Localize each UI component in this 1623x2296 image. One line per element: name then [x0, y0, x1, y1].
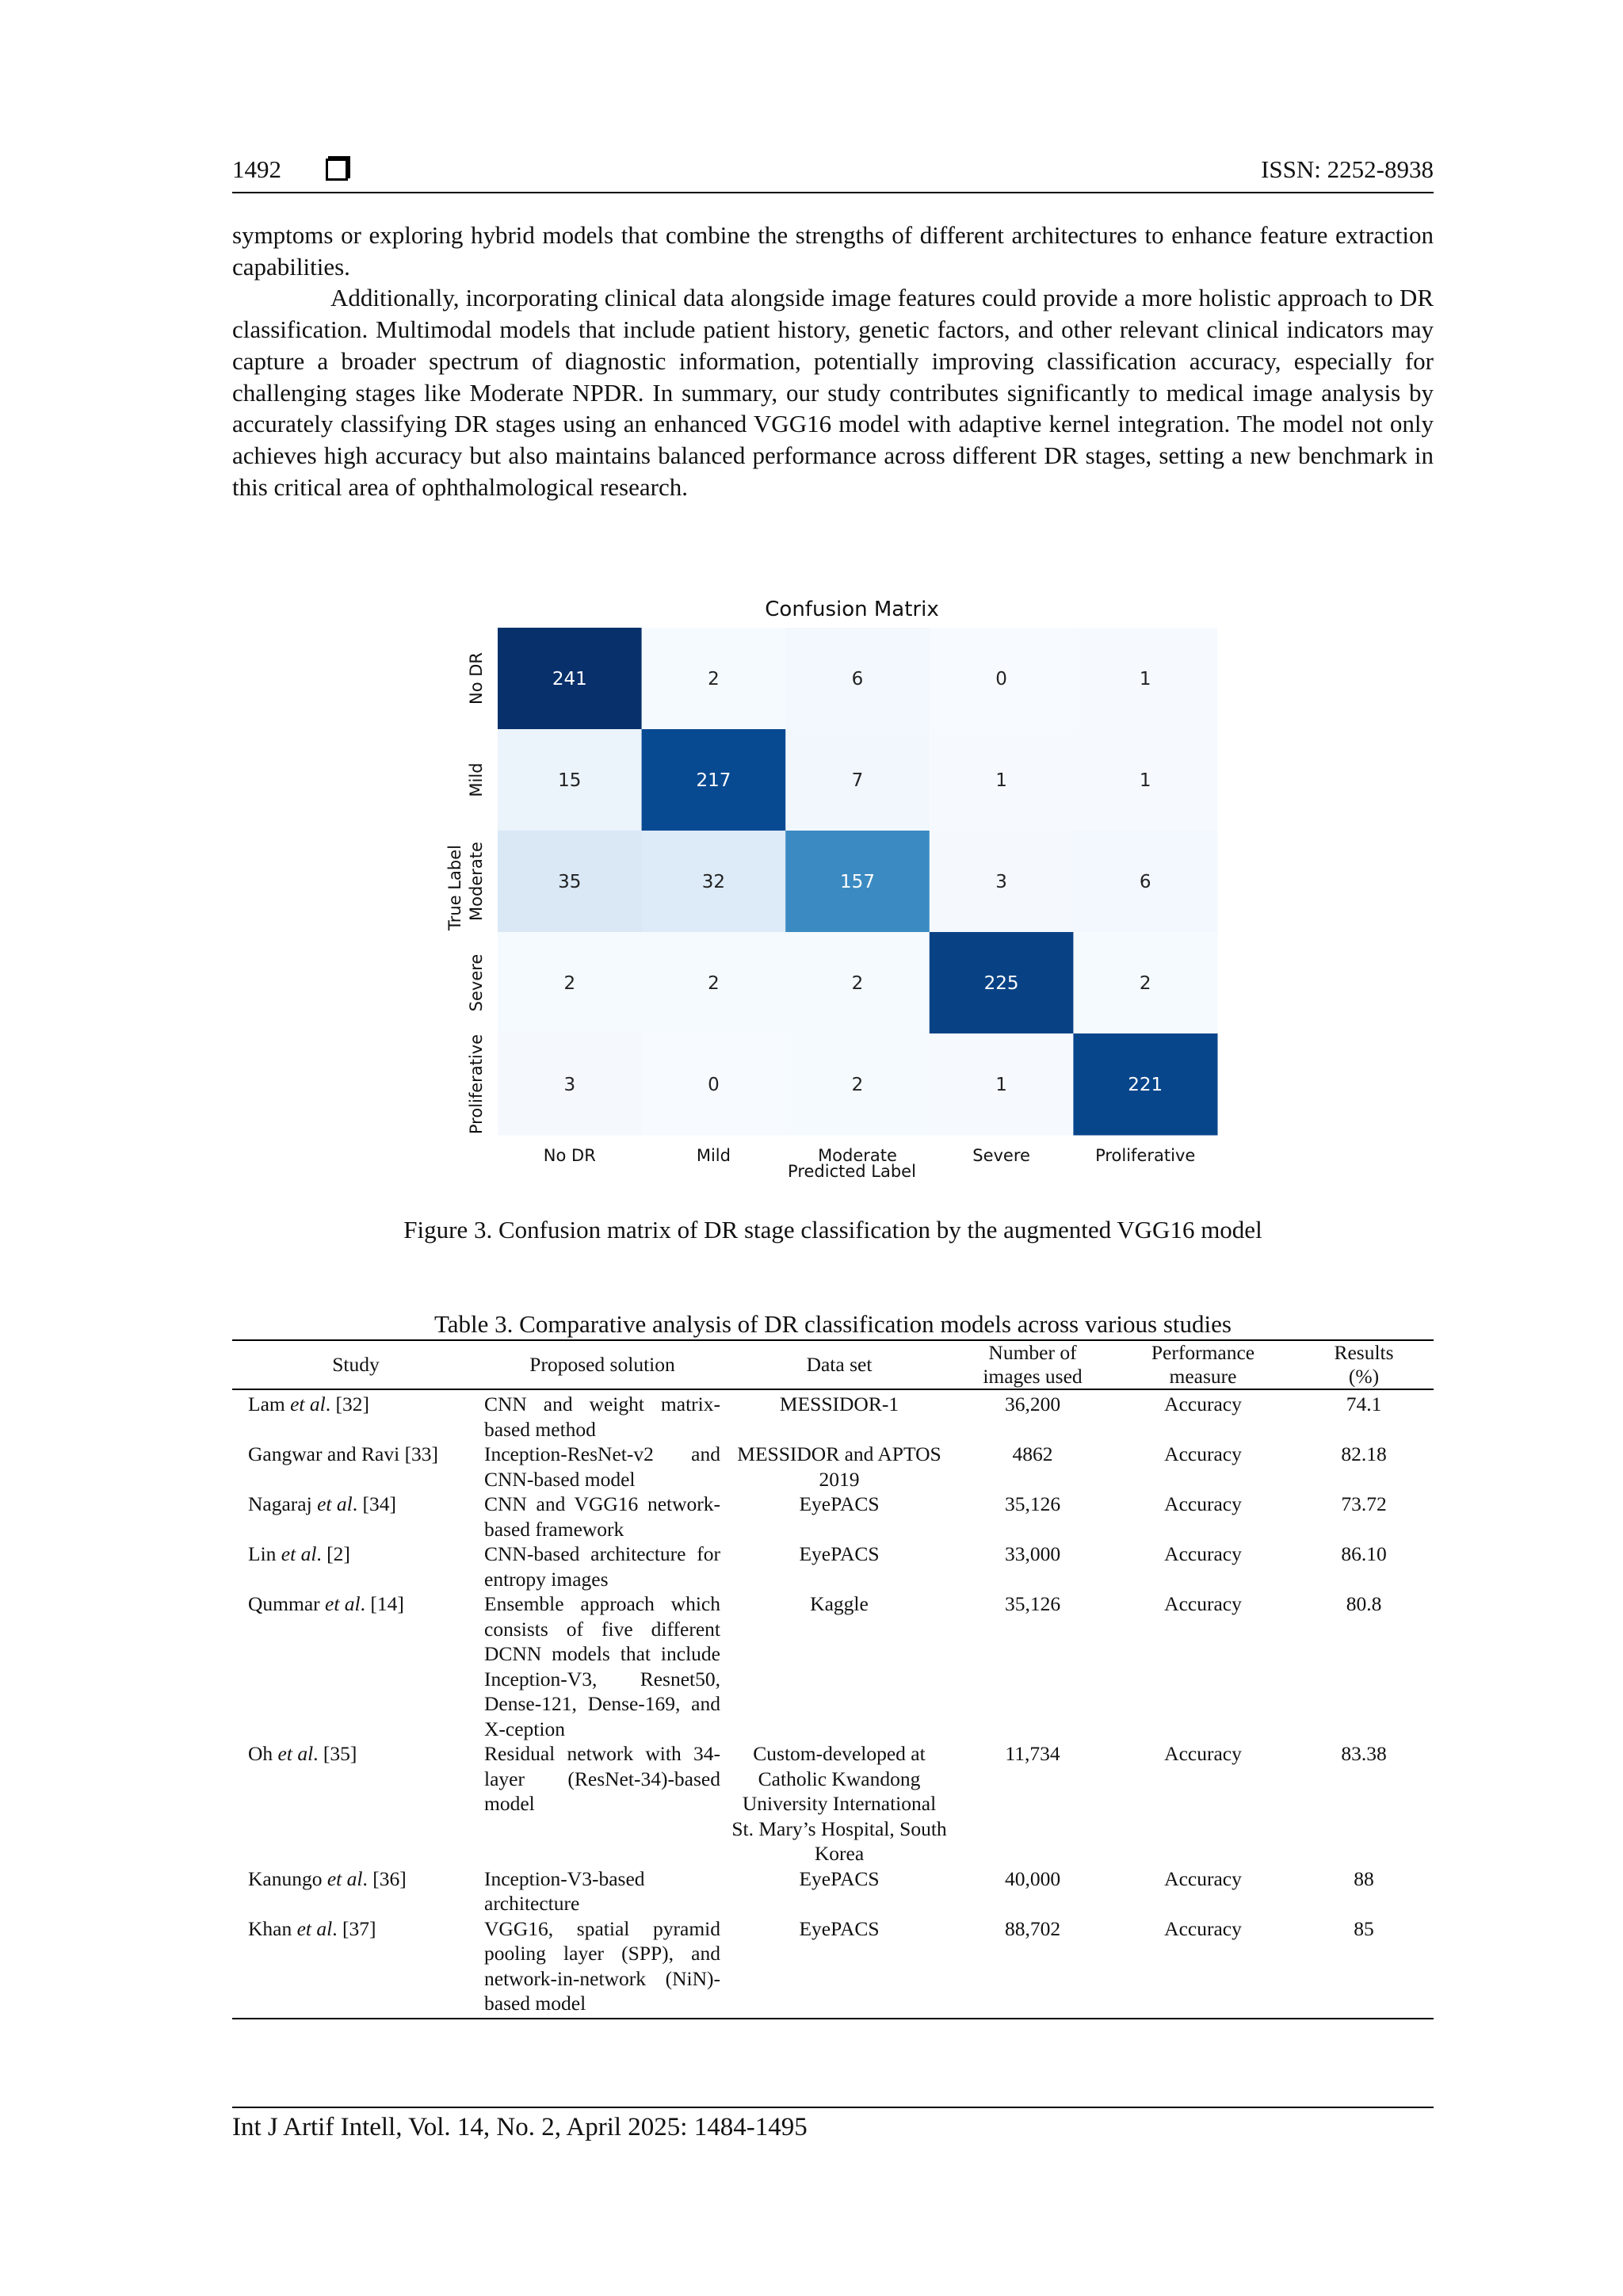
y-tick-label: Moderate [467, 842, 486, 921]
header-results: Results (%) [1294, 1340, 1434, 1389]
cell-value-label: 0 [995, 669, 1007, 690]
cell-value-label: 2 [1139, 973, 1151, 994]
cell-images: 35,126 [1004, 1492, 1061, 1515]
cell-result: 88 [1354, 1866, 1374, 1890]
cell-study: Kanungo et al. [36] [248, 1866, 407, 1890]
cell-images: 36,200 [1004, 1392, 1061, 1415]
header-measure: Performance measure [1112, 1340, 1294, 1389]
paragraph-1: symptoms or exploring hybrid models that combine the strengths of different architectures to enhance feature extraction capabilities. [232, 221, 1434, 281]
cell-measure: Accuracy [1164, 1866, 1242, 1890]
chart-title: Confusion Matrix [765, 598, 939, 621]
cell-value-label: 3 [563, 1075, 576, 1095]
cell-value-label: 2 [851, 1075, 864, 1095]
header-solution: Proposed solution [479, 1340, 725, 1389]
cell-value-label: 3 [995, 872, 1007, 892]
table-caption: Table 3. Comparative analysis of DR classification models across various studies [434, 1310, 1232, 1338]
cell-result: 82.18 [1341, 1442, 1387, 1465]
table-row [232, 1492, 1434, 1541]
cell-value-label: 2 [708, 669, 720, 690]
table-header-row [232, 1340, 1434, 1389]
cell-dataset: EyePACS [799, 1866, 880, 1890]
cell-measure: Accuracy [1164, 1592, 1242, 1615]
cell-dataset: Custom-developed at Catholic Kwandong University International St. Mary’s Hospital, South Korea [731, 1742, 947, 1865]
paragraph-2: Additionally, incorporating clinical data alongside image features could provide a more holistic approach to DR classification. Multimodal models that include patient history, genetic factors, and other relevant clinical indicators may capture a broader spectrum of diagnostic information, potentially improving classification accuracy, especially for challenging stages like Moderate NPDR. In summary, our study contributes significantly to medical image analysis by accurately classifying DR stages using an enhanced VGG16 model with adaptive kernel integration. The model not only achieves high accuracy but also maintains balanced performance across different DR stages, setting a new benchmark in this critical area of ophthalmological research. [232, 284, 1434, 501]
cell-study: Oh et al. [35] [248, 1742, 357, 1765]
cell-result: 83.38 [1341, 1742, 1387, 1765]
cell-dataset: EyePACS [799, 1542, 880, 1565]
y-tick-label: Proliferative [467, 1033, 486, 1135]
cell-measure: Accuracy [1164, 1742, 1242, 1765]
cell-result: 80.8 [1346, 1592, 1382, 1615]
cell-value-label: 221 [1128, 1075, 1163, 1095]
cell-measure: Accuracy [1164, 1916, 1242, 1940]
cell-result: 74.1 [1346, 1392, 1382, 1415]
cell-dataset: MESSIDOR and APTOS 2019 [737, 1442, 941, 1491]
cell-solution: Ensemble approach which consists of five different DCNN models that include Inception-V3, Resnet50, Dense-121, Dense-169, and X-ception [484, 1592, 720, 1740]
cell-dataset: EyePACS [799, 1916, 880, 1940]
table-row [232, 1866, 1434, 1916]
cell-value-label: 225 [983, 973, 1019, 994]
cell-value-label: 1 [995, 1075, 1007, 1095]
cell-value-label: 15 [558, 770, 582, 791]
cell-images: 40,000 [1004, 1866, 1061, 1890]
table-row [232, 1741, 1434, 1866]
cell-dataset: MESSIDOR-1 [779, 1392, 899, 1415]
cell-images: 33,000 [1004, 1542, 1061, 1565]
y-tick-label: Severe [467, 953, 486, 1012]
cell-value-label: 2 [708, 973, 720, 994]
cell-value-label: 7 [851, 770, 864, 791]
cell-result: 85 [1354, 1916, 1374, 1940]
square-box-icon [326, 159, 348, 181]
comparison-table [232, 1339, 1434, 2019]
cell-measure: Accuracy [1164, 1442, 1242, 1465]
confusion-matrix-chart [444, 590, 1244, 1193]
cell-result: 73.72 [1341, 1492, 1387, 1515]
cell-solution: Residual network with 34-layer (ResNet-34)-based model [484, 1742, 720, 1815]
cell-value-label: 157 [840, 872, 875, 892]
cell-value-label: 241 [552, 669, 587, 690]
cell-images: 88,702 [1004, 1916, 1061, 1940]
cell-study: Qummar et al. [14] [248, 1592, 404, 1615]
cell-study: Khan et al. [37] [248, 1916, 376, 1940]
cell-images: 35,126 [1004, 1592, 1061, 1615]
y-tick-label: Mild [467, 762, 486, 797]
figure-caption: Figure 3. Confusion matrix of DR stage classification by the augmented VGG16 model [403, 1216, 1262, 1244]
cell-value-label: 1 [995, 770, 1007, 791]
x-tick-label: Severe [972, 1146, 1030, 1165]
cell-value-label: 6 [851, 669, 864, 690]
cell-value-label: 6 [1139, 872, 1151, 892]
cell-measure: Accuracy [1164, 1392, 1242, 1415]
cell-study: Lin et al. [2] [248, 1542, 350, 1565]
page-footer: Int J Artif Intell, Vol. 14, No. 2, April 2025: 1484-1495 [232, 2113, 808, 2141]
cell-solution: Inception-V3-based architecture [484, 1866, 645, 1915]
x-tick-label: Mild [696, 1146, 731, 1165]
table-row [232, 1916, 1434, 2019]
table-row [232, 1541, 1434, 1591]
cell-value-label: 2 [851, 973, 864, 994]
cell-value-label: 35 [558, 872, 582, 892]
cell-solution: VGG16, spatial pyramid pooling layer (SPP), and network-in-network (NiN)-based model [484, 1916, 720, 2015]
table-row [232, 1591, 1434, 1741]
table-row [232, 1442, 1434, 1492]
cell-dataset: Kaggle [810, 1592, 869, 1615]
cell-value-label: 32 [701, 872, 726, 892]
cell-measure: Accuracy [1164, 1492, 1242, 1515]
x-tick-label: Moderate [818, 1146, 897, 1165]
cell-study: Nagaraj et al. [34] [248, 1492, 396, 1515]
table-row [232, 1389, 1434, 1442]
x-tick-label: No DR [543, 1146, 596, 1165]
cell-solution: CNN and VGG16 network-based framework [484, 1492, 720, 1541]
confusion-matrix-figure [444, 590, 1244, 1193]
header-dataset: Data set [725, 1340, 953, 1389]
x-axis-label: Predicted Label [788, 1162, 916, 1181]
cell-result: 86.10 [1341, 1542, 1387, 1565]
y-tick-label: No DR [467, 652, 486, 705]
cell-value-label: 0 [708, 1075, 720, 1095]
cell-images: 4862 [1012, 1442, 1053, 1465]
y-axis-label: True Label [445, 845, 464, 930]
cell-solution: CNN and weight matrix-based method [484, 1392, 720, 1441]
cell-solution: Inception-ResNet-v2 and CNN-based model [484, 1442, 720, 1491]
header-images: Number of images used [953, 1340, 1112, 1389]
cell-value-label: 1 [1139, 770, 1151, 791]
cell-solution: CNN-based architecture for entropy images [484, 1542, 720, 1591]
issn-label: ISSN: 2252-8938 [1261, 155, 1434, 183]
cell-dataset: EyePACS [799, 1492, 880, 1515]
cell-value-label: 1 [1139, 669, 1151, 690]
body-text [232, 220, 1434, 502]
cell-value-label: 217 [696, 770, 731, 791]
cell-study: Gangwar and Ravi [33] [248, 1442, 439, 1465]
cell-images: 11,734 [1005, 1742, 1060, 1765]
cell-measure: Accuracy [1164, 1542, 1242, 1565]
footer-rule [232, 2107, 1434, 2108]
cell-study: Lam et al. [32] [248, 1392, 369, 1415]
page-number: 1492 [232, 155, 281, 183]
header-study: Study [232, 1340, 479, 1389]
cell-value-label: 2 [563, 973, 576, 994]
page-header [232, 155, 1434, 193]
x-tick-label: Proliferative [1095, 1146, 1196, 1165]
